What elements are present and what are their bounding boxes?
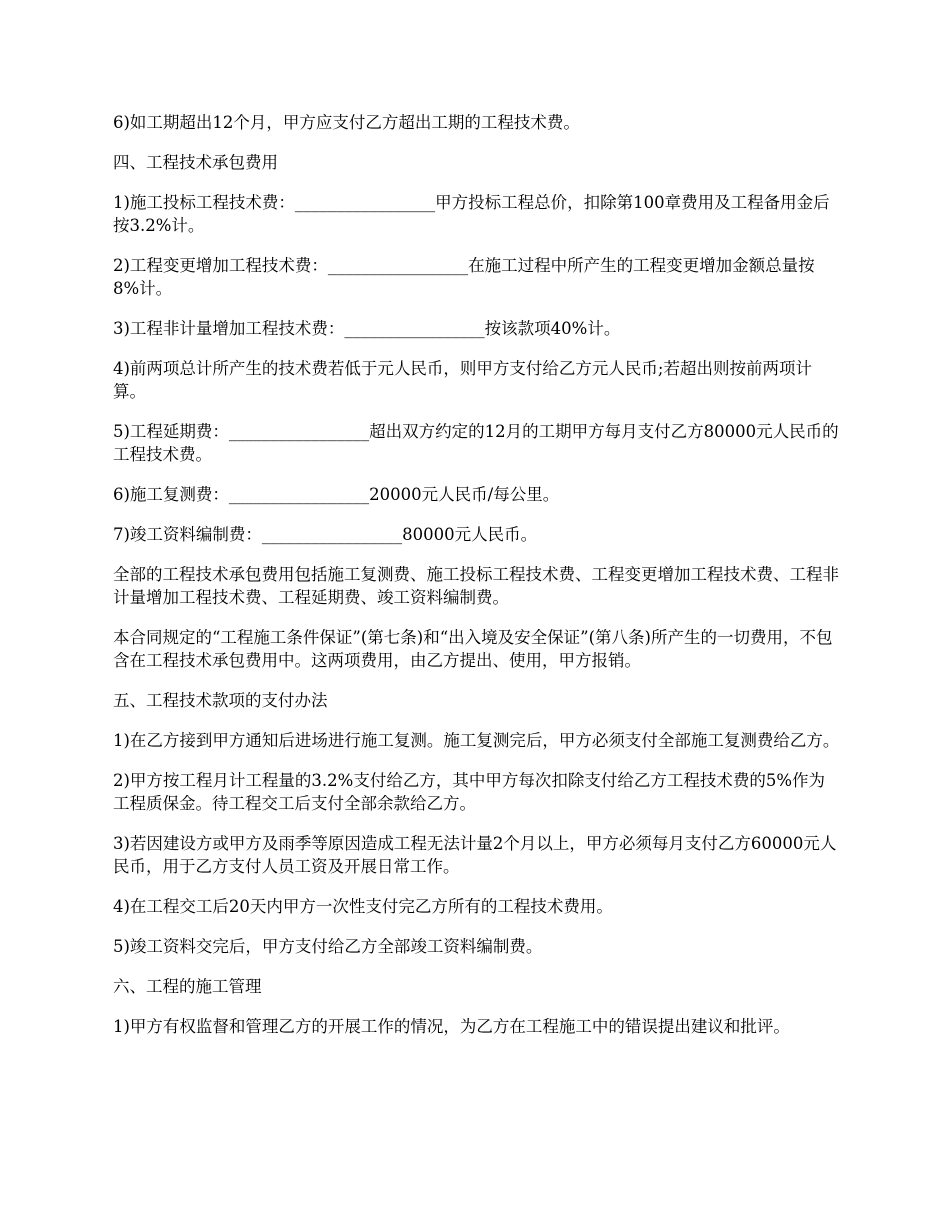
clause-docs-payment: 5)竣工资料交完后，甲方支付给乙方全部竣工资料编制费。 xyxy=(113,937,543,956)
paragraph-excluded-costs: 本合同规定的“工程施工条件保证”(第七条)和“出入境及安全保证”(第八条)所产生的一切费用，不包含在工程技术承包费用中。这两项费用，由乙方提出、使用，甲方报销。 xyxy=(113,628,833,670)
clause-stoppage-payment: 3)若因建设方或甲方及雨季等原因造成工程无法计量2个月以上，甲方必须每月支付乙方60000元人民币，用于乙方支付人员工资及开展日常工作。 xyxy=(113,834,837,876)
clause-bid-fee: 1)施工投标工程技术费：_________________甲方投标工程总价，扣除第100章费用及工程备用金后按3.2%计。 xyxy=(113,193,830,235)
document-body xyxy=(113,111,840,1055)
clause-minimum-fee: 4)前两项总计所产生的技术费若低于元人民币，则甲方支付给乙方元人民币;若超出则按前两项计算。 xyxy=(113,359,812,401)
clause-delay-fee: 5)工程延期费：_________________超出双方约定的12月的工期甲方每月支付乙方80000元人民币的工程技术费。 xyxy=(113,422,839,464)
clause-monthly-payment: 2)甲方按工程月计工程量的3.2%支付给乙方，其中甲方每次扣除支付给乙方工程技术费的5%作为工程质保金。待工程交工后支付全部余款给乙方。 xyxy=(113,771,826,813)
section-heading-4: 四、工程技术承包费用 xyxy=(113,153,278,172)
clause-change-fee: 2)工程变更增加工程技术费：_________________在施工过程中所产生的工程变更增加金额总量按8%计。 xyxy=(113,256,815,298)
clause-completion-docs-fee: 7)竣工资料编制费：_________________80000元人民币。 xyxy=(113,525,538,544)
clause-overtime-fee: 6)如工期超出12个月，甲方应支付乙方超出工期的工程技术费。 xyxy=(113,113,580,132)
clause-supervision: 1)甲方有权监督和管理乙方的开展工作的情况，为乙方在工程施工中的错误提出建议和批评。 xyxy=(113,1017,790,1036)
clause-non-metered-fee: 3)工程非计量增加工程技术费：_________________按该款项40%计。 xyxy=(113,319,621,338)
clause-resurvey-payment: 1)在乙方接到甲方通知后进场进行施工复测。施工复测完后，甲方必须支付全部施工复测费给乙方。 xyxy=(113,731,840,750)
section-heading-5: 五、工程技术款项的支付办法 xyxy=(113,691,328,710)
section-heading-6: 六、工程的施工管理 xyxy=(113,977,262,996)
clause-final-payment: 4)在工程交工后20天内甲方一次性支付完乙方所有的工程技术费用。 xyxy=(113,897,613,916)
clause-resurvey-fee: 6)施工复测费：_________________20000元人民币/每公里。 xyxy=(113,485,560,504)
paragraph-fee-summary: 全部的工程技术承包费用包括施工复测费、施工投标工程技术费、工程变更增加工程技术费、工程非计量增加工程技术费、工程延期费、竣工资料编制费。 xyxy=(113,565,839,607)
